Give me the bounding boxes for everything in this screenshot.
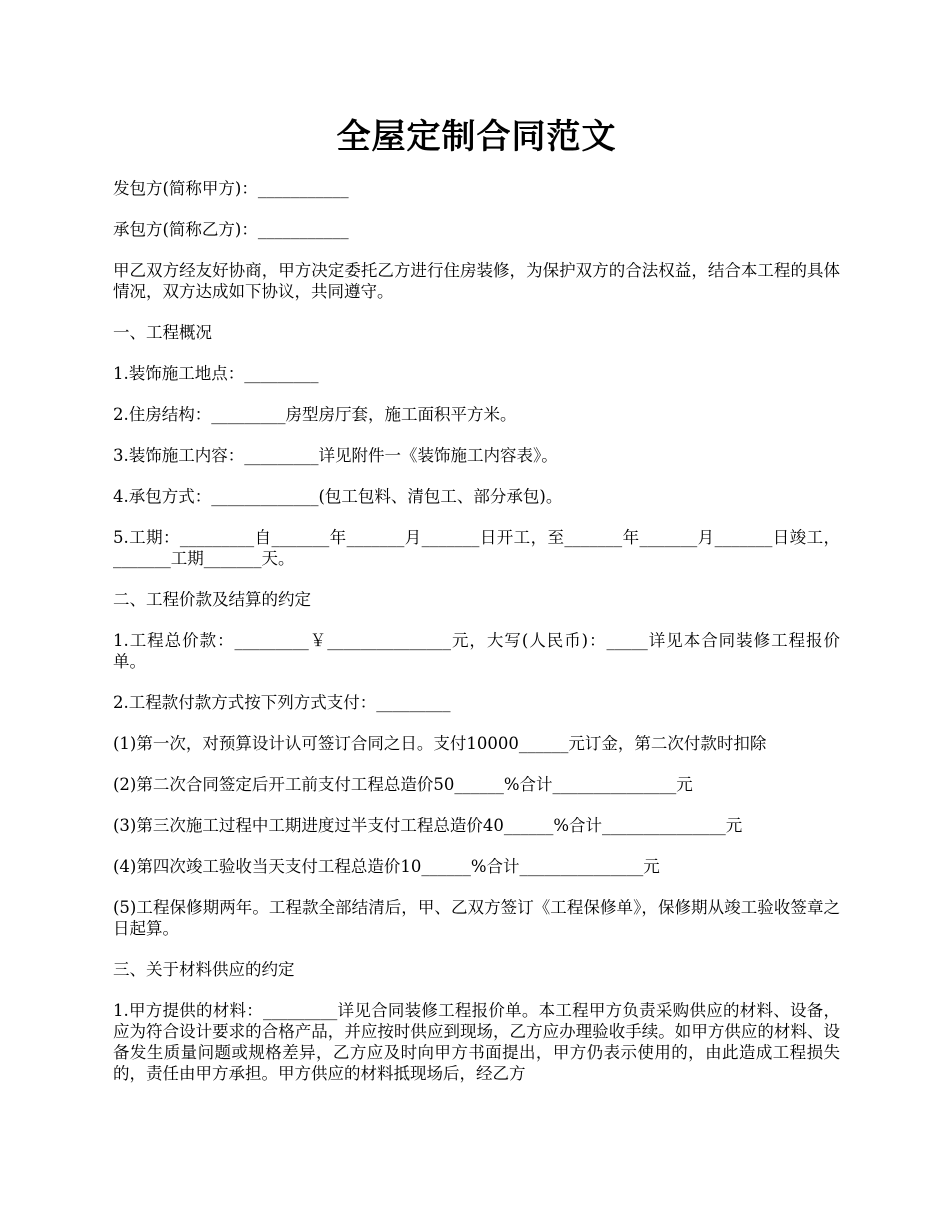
clause-schedule: 5.工期：_________自_______年_______月_______日开工，至_______年_______月_______日竣工，_______工期_______天。 bbox=[113, 528, 840, 568]
clause-contract-method: 4.承包方式：_____________(包工包料、清包工、部分承包)。 bbox=[113, 487, 563, 506]
clause-construction-content: 3.装饰施工内容：_________详见附件一《装饰施工内容表》。 bbox=[113, 446, 558, 465]
clause-construction-site: 1.装饰施工地点：_________ bbox=[113, 364, 319, 383]
party-b-line: 承包方(简称乙方)：___________ bbox=[113, 220, 349, 239]
document-title: 全屋定制合同范文 bbox=[336, 117, 617, 157]
document-page bbox=[113, 112, 840, 1104]
party-a-line: 发包方(简称甲方)：___________ bbox=[113, 179, 349, 198]
payment-item-1: (1)第一次，对预算设计认可签订合同之日。支付10000______元订金，第二次付款时扣除 bbox=[113, 734, 767, 753]
section-heading-project-overview: 一、工程概况 bbox=[113, 323, 212, 342]
payment-item-3: (3)第三次施工过程中工期进度过半支付工程总造价40______%合计_______________元 bbox=[113, 816, 743, 835]
section-heading-price-settlement: 二、工程价款及结算的约定 bbox=[113, 590, 311, 609]
clause-materials-party-a: 1.甲方提供的材料：_________详见合同装修工程报价单。本工程甲方负责采购供应的材料、设备，应为符合设计要求的合格产品，并应按时供应到现场，乙方应办理验收手续。如甲方供应的材料、设备发生质量问题或规格差异，乙方应及时向甲方书面提出，甲方仍表示使用的，由此造成工程损失的，责任由甲方承担。甲方供应的材料抵现场后，经乙方 bbox=[113, 1001, 840, 1083]
payment-item-4: (4)第四次竣工验收当天支付工程总造价10______%合计_______________元 bbox=[113, 857, 660, 876]
clause-total-price: 1.工程总价款：_________￥_______________元，大写(人民币)：_____详见本合同装修工程报价单。 bbox=[113, 631, 840, 671]
clause-payment-method: 2.工程款付款方式按下列方式支付：_________ bbox=[113, 693, 451, 712]
clause-housing-structure: 2.住房结构：_________房型房厅套，施工面积平方米。 bbox=[113, 405, 517, 424]
payment-item-2: (2)第二次合同签定后开工前支付工程总造价50______%合计_______________元 bbox=[113, 775, 693, 794]
preamble-paragraph: 甲乙双方经友好协商，甲方决定委托乙方进行住房装修，为保护双方的合法权益，结合本工程的具体情况，双方达成如下协议，共同遵守。 bbox=[113, 261, 840, 301]
payment-item-5: (5)工程保修期两年。工程款全部结清后，甲、乙双方签订《工程保修单》，保修期从竣工验收签章之日起算。 bbox=[113, 898, 840, 938]
section-heading-materials: 三、关于材料供应的约定 bbox=[113, 960, 295, 979]
